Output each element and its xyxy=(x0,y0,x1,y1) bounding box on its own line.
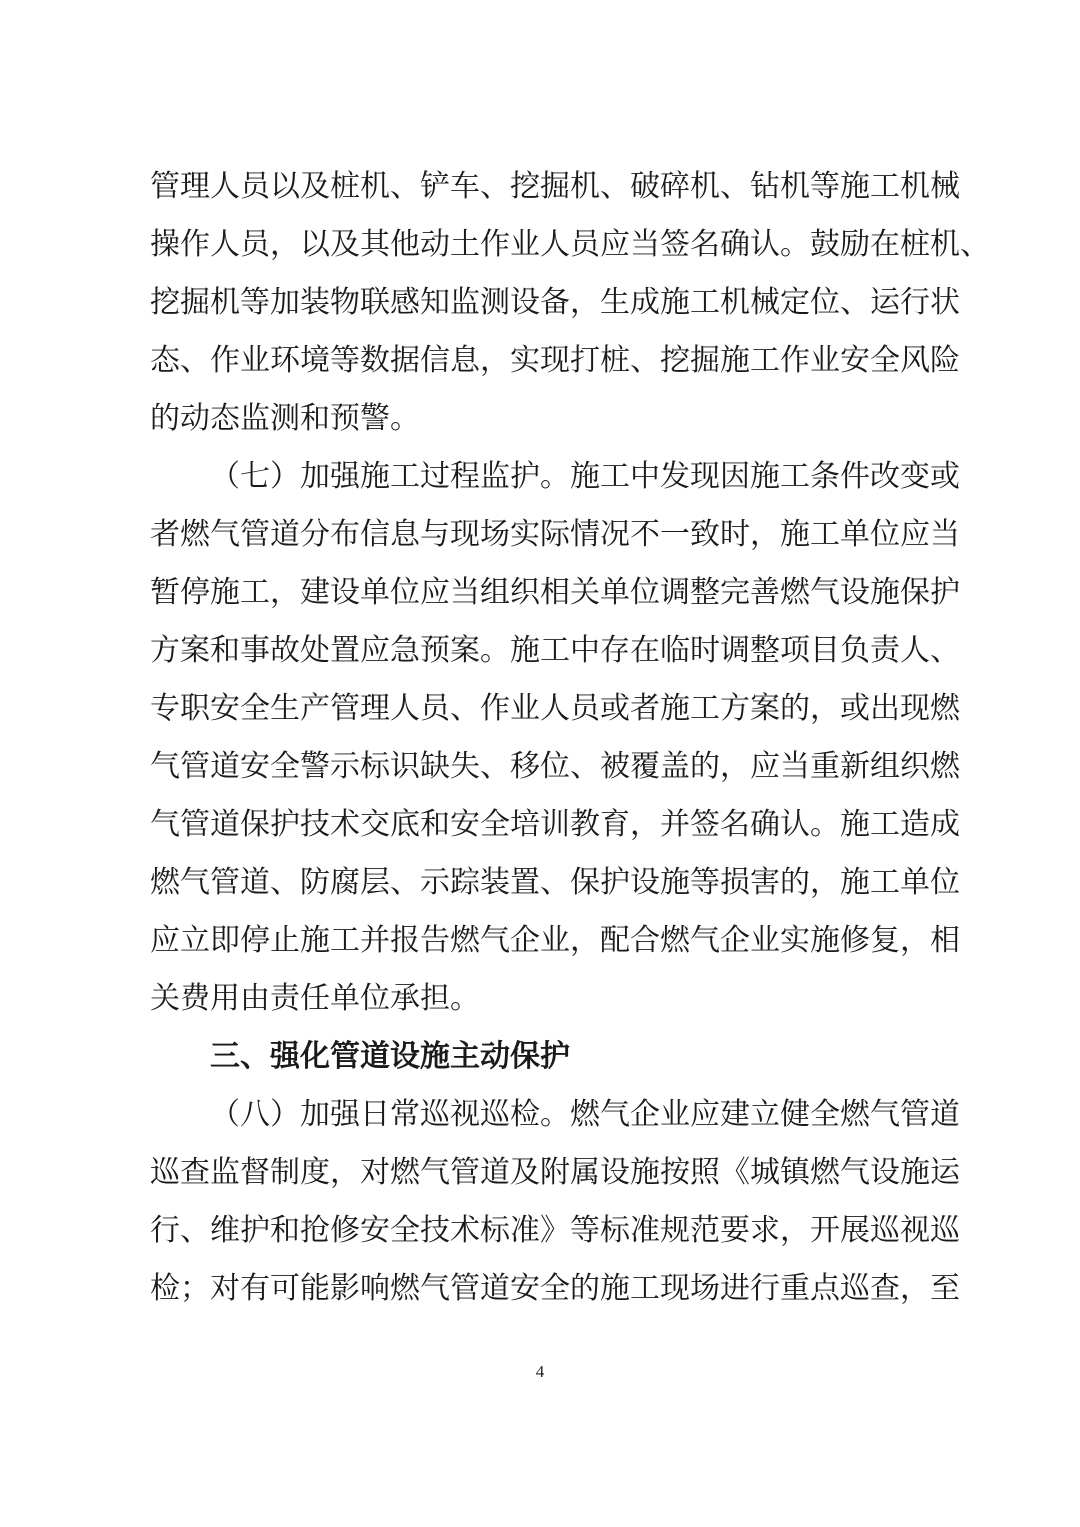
section-heading: 三、强化管道设施主动保护 xyxy=(210,1039,570,1074)
text-line: 挖掘机等加装物联感知监测设备，生成施工机械定位、运行状 xyxy=(150,285,960,320)
text-line: 操作人员，以及其他动土作业人员应当签名确认。鼓励在桩机、 xyxy=(150,227,990,262)
text-line: 者燃气管道分布信息与现场实际情况不一致时，施工单位应当 xyxy=(150,517,960,552)
text-line: 燃气管道、防腐层、示踪装置、保护设施等损害的，施工单位 xyxy=(150,865,960,900)
text-line: 应立即停止施工并报告燃气企业，配合燃气企业实施修复，相 xyxy=(150,923,960,958)
text-line: 方案和事故处置应急预案。施工中存在临时调整项目负责人、 xyxy=(150,633,960,668)
text-line: 暂停施工，建设单位应当组织相关单位调整完善燃气设施保护 xyxy=(150,575,960,610)
text-line: 检；对有可能影响燃气管道安全的施工现场进行重点巡查，至 xyxy=(150,1271,960,1306)
text-line: 关费用由责任单位承担。 xyxy=(150,981,480,1016)
paragraph-first-line: （八）加强日常巡视巡检。燃气企业应建立健全燃气管道 xyxy=(210,1097,960,1132)
page-number: 4 xyxy=(535,1362,545,1381)
text-line: 巡查监督制度，对燃气管道及附属设施按照《城镇燃气设施运 xyxy=(150,1155,960,1190)
text-line: 气管道安全警示标识缺失、移位、被覆盖的，应当重新组织燃 xyxy=(150,749,960,784)
text-line: 行、维护和抢修安全技术标准》等标准规范要求，开展巡视巡 xyxy=(150,1213,960,1248)
text-line: 专职安全生产管理人员、作业人员或者施工方案的，或出现燃 xyxy=(150,691,960,726)
text-line: 的动态监测和预警。 xyxy=(150,401,420,436)
text-line: 态、作业环境等数据信息，实现打桩、挖掘施工作业安全风险 xyxy=(150,343,960,378)
paragraph-first-line: （七）加强施工过程监护。施工中发现因施工条件改变或 xyxy=(210,459,960,494)
text-line: 气管道保护技术交底和安全培训教育，并签名确认。施工造成 xyxy=(150,807,960,842)
text-line: 管理人员以及桩机、铲车、挖掘机、破碎机、钻机等施工机械 xyxy=(150,169,960,204)
